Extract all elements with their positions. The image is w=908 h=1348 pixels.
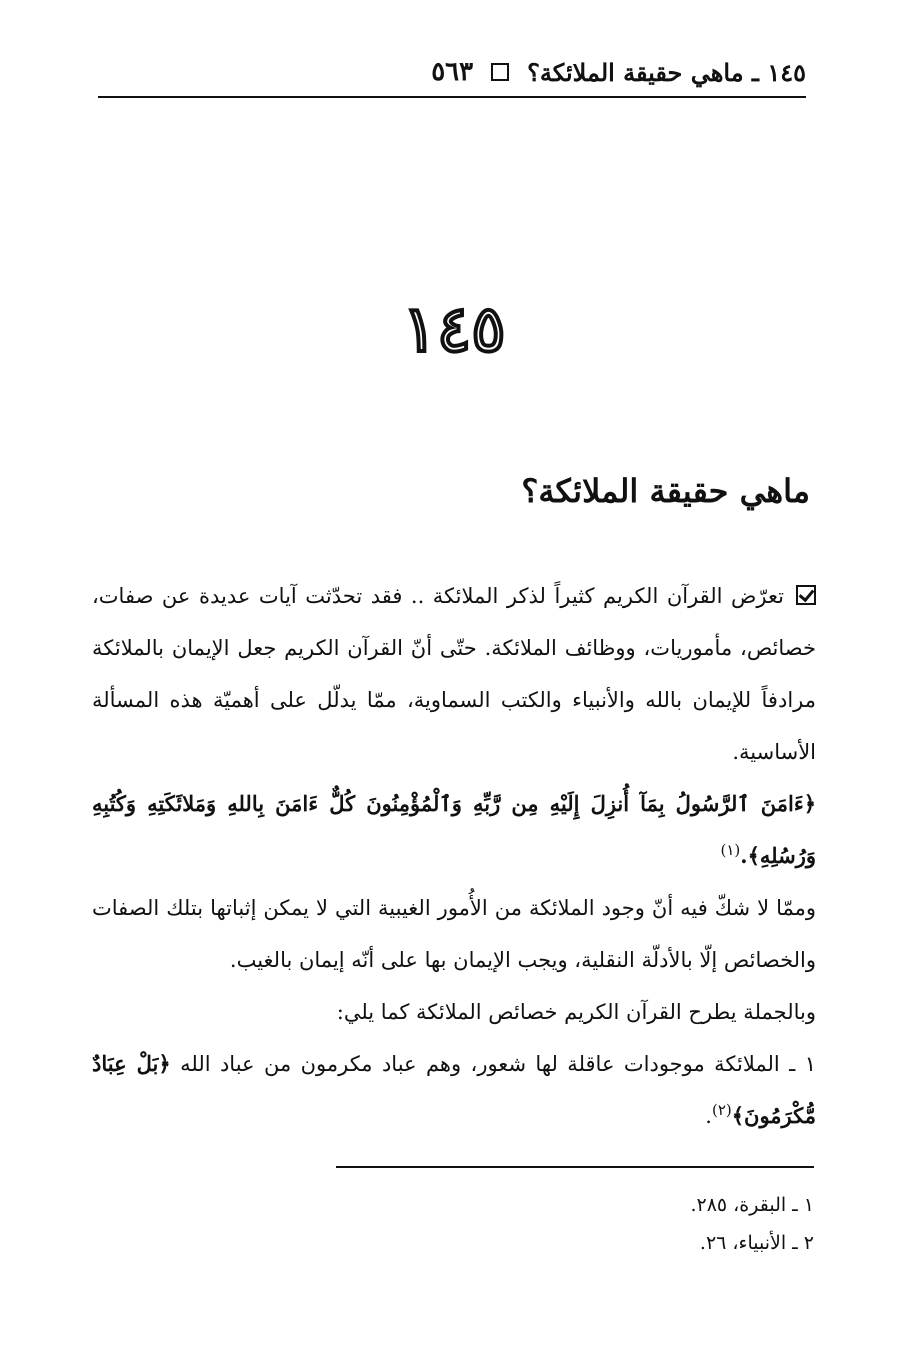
footnotes xyxy=(314,1186,814,1262)
page-number: ٥٦٣ xyxy=(431,57,474,87)
chapter-title: ماهي حقيقة الملائكة؟ xyxy=(521,472,810,510)
header-rule xyxy=(98,96,806,98)
footnote-rule xyxy=(336,1166,814,1168)
list-item-end: . xyxy=(705,1104,712,1128)
paragraph-unseen: وممّا لا شكّ فيه أنّ وجود الملائكة من الأُمور الغيبية التي لا يمكن إثباتها بتلك الصفات والخصائص إلّا بالأدلّة النقلية، ويجب الإيمان بها على أنّه إيمان بالغيب. xyxy=(92,896,816,972)
paragraph-intro xyxy=(92,570,816,778)
paragraph-intro-text: تعرّض القرآن الكريم كثيراً لذكر الملائكة .. فقد تحدّثت آيات عديدة عن صفات، خصائص، مأموريات، ووظائف الملائكة. حتّى أنّ القرآن الكريم جعل الإيمان بالملائكة مرادفاً للإيمان بالله والأنبياء والكتب السماوية، ممّا يدلّل على أهميّة هذه المسألة الأساسية. xyxy=(92,584,816,764)
running-title: ١٤٥ ـ ماهي حقيقة الملائكة؟ xyxy=(527,57,806,87)
running-head xyxy=(98,52,806,92)
footnote-ref-2: (٢) xyxy=(711,1101,732,1119)
footnote-2: ٢ ـ الأنبياء، ٢٦. xyxy=(699,1232,814,1254)
quran-verse xyxy=(92,778,816,882)
list-item-verse: ﴿بَلْ عِبَادٌ مُّكْرَمُونَ﴾ xyxy=(92,1051,816,1128)
list-item xyxy=(92,1038,816,1142)
verse-text: ﴿ءَامَنَ ٱلرَّسُولُ بِمَآ أُنزِلَ إِلَيْهِ مِن رَّبِّهِ وَٱلْمُؤْمِنُونَ كُلٌّ ءَامَنَ بِاللهِ وَمَلائَكَتِهِ وَكُتُبِهِ وَرُسُلِهِ﴾. xyxy=(92,791,816,868)
body-text xyxy=(92,570,816,1142)
checkbox-checked-icon xyxy=(796,585,816,605)
footnote-1: ١ ـ البقرة، ٢٨٥. xyxy=(690,1194,814,1216)
paragraph-summary: وبالجملة يطرح القرآن الكريم خصائص الملائكة كما يلي: xyxy=(336,1000,816,1024)
square-icon xyxy=(491,63,509,81)
footnote-ref-1: (١) xyxy=(720,841,741,859)
chapter-number: ١٤٥ xyxy=(402,292,506,367)
list-item-text: ١ ـ الملائكة موجودات عاقلة لها شعور، وهم عباد مكرمون من عباد الله xyxy=(180,1052,816,1076)
